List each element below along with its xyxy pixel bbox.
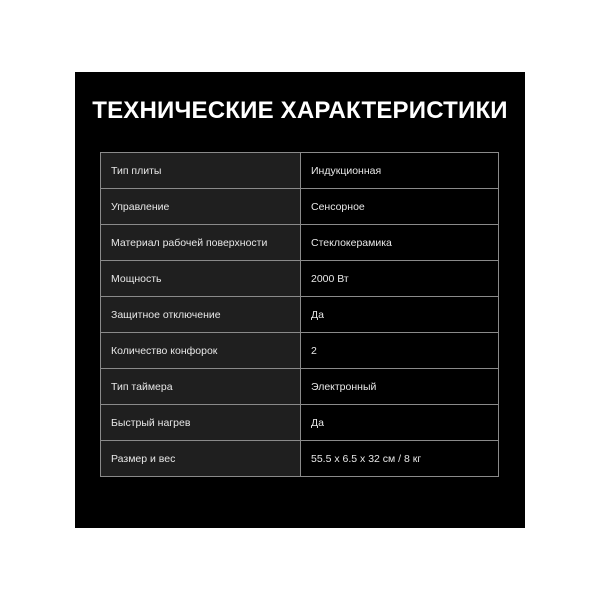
spec-label: Управление [101, 189, 301, 225]
spec-label: Размер и вес [101, 441, 301, 477]
table-row [101, 225, 499, 261]
spec-value: Сенсорное [301, 189, 499, 225]
spec-label: Быстрый нагрев [101, 405, 301, 441]
page-title: ТЕХНИЧЕСКИЕ ХАРАКТЕРИСТИКИ [92, 97, 508, 124]
spec-label: Количество конфорок [101, 333, 301, 369]
specs-table [100, 152, 499, 477]
spec-label: Тип плиты [101, 153, 301, 189]
spec-value: Электронный [301, 369, 499, 405]
table-row [101, 369, 499, 405]
spec-label: Защитное отключение [101, 297, 301, 333]
table-row [101, 297, 499, 333]
table-row [101, 153, 499, 189]
spec-value: Да [301, 405, 499, 441]
table-row [101, 189, 499, 225]
spec-label: Материал рабочей поверхности [101, 225, 301, 261]
table-row [101, 261, 499, 297]
spec-label: Мощность [101, 261, 301, 297]
table-row [101, 441, 499, 477]
spec-value: 2000 Вт [301, 261, 499, 297]
table-row [101, 333, 499, 369]
spec-value: 2 [301, 333, 499, 369]
spec-value: Да [301, 297, 499, 333]
spec-value: 55.5 х 6.5 х 32 см / 8 кг [301, 441, 499, 477]
spec-value: Стеклокерамика [301, 225, 499, 261]
spec-label: Тип таймера [101, 369, 301, 405]
table-row [101, 405, 499, 441]
spec-value: Индукционная [301, 153, 499, 189]
specs-panel [75, 72, 525, 528]
